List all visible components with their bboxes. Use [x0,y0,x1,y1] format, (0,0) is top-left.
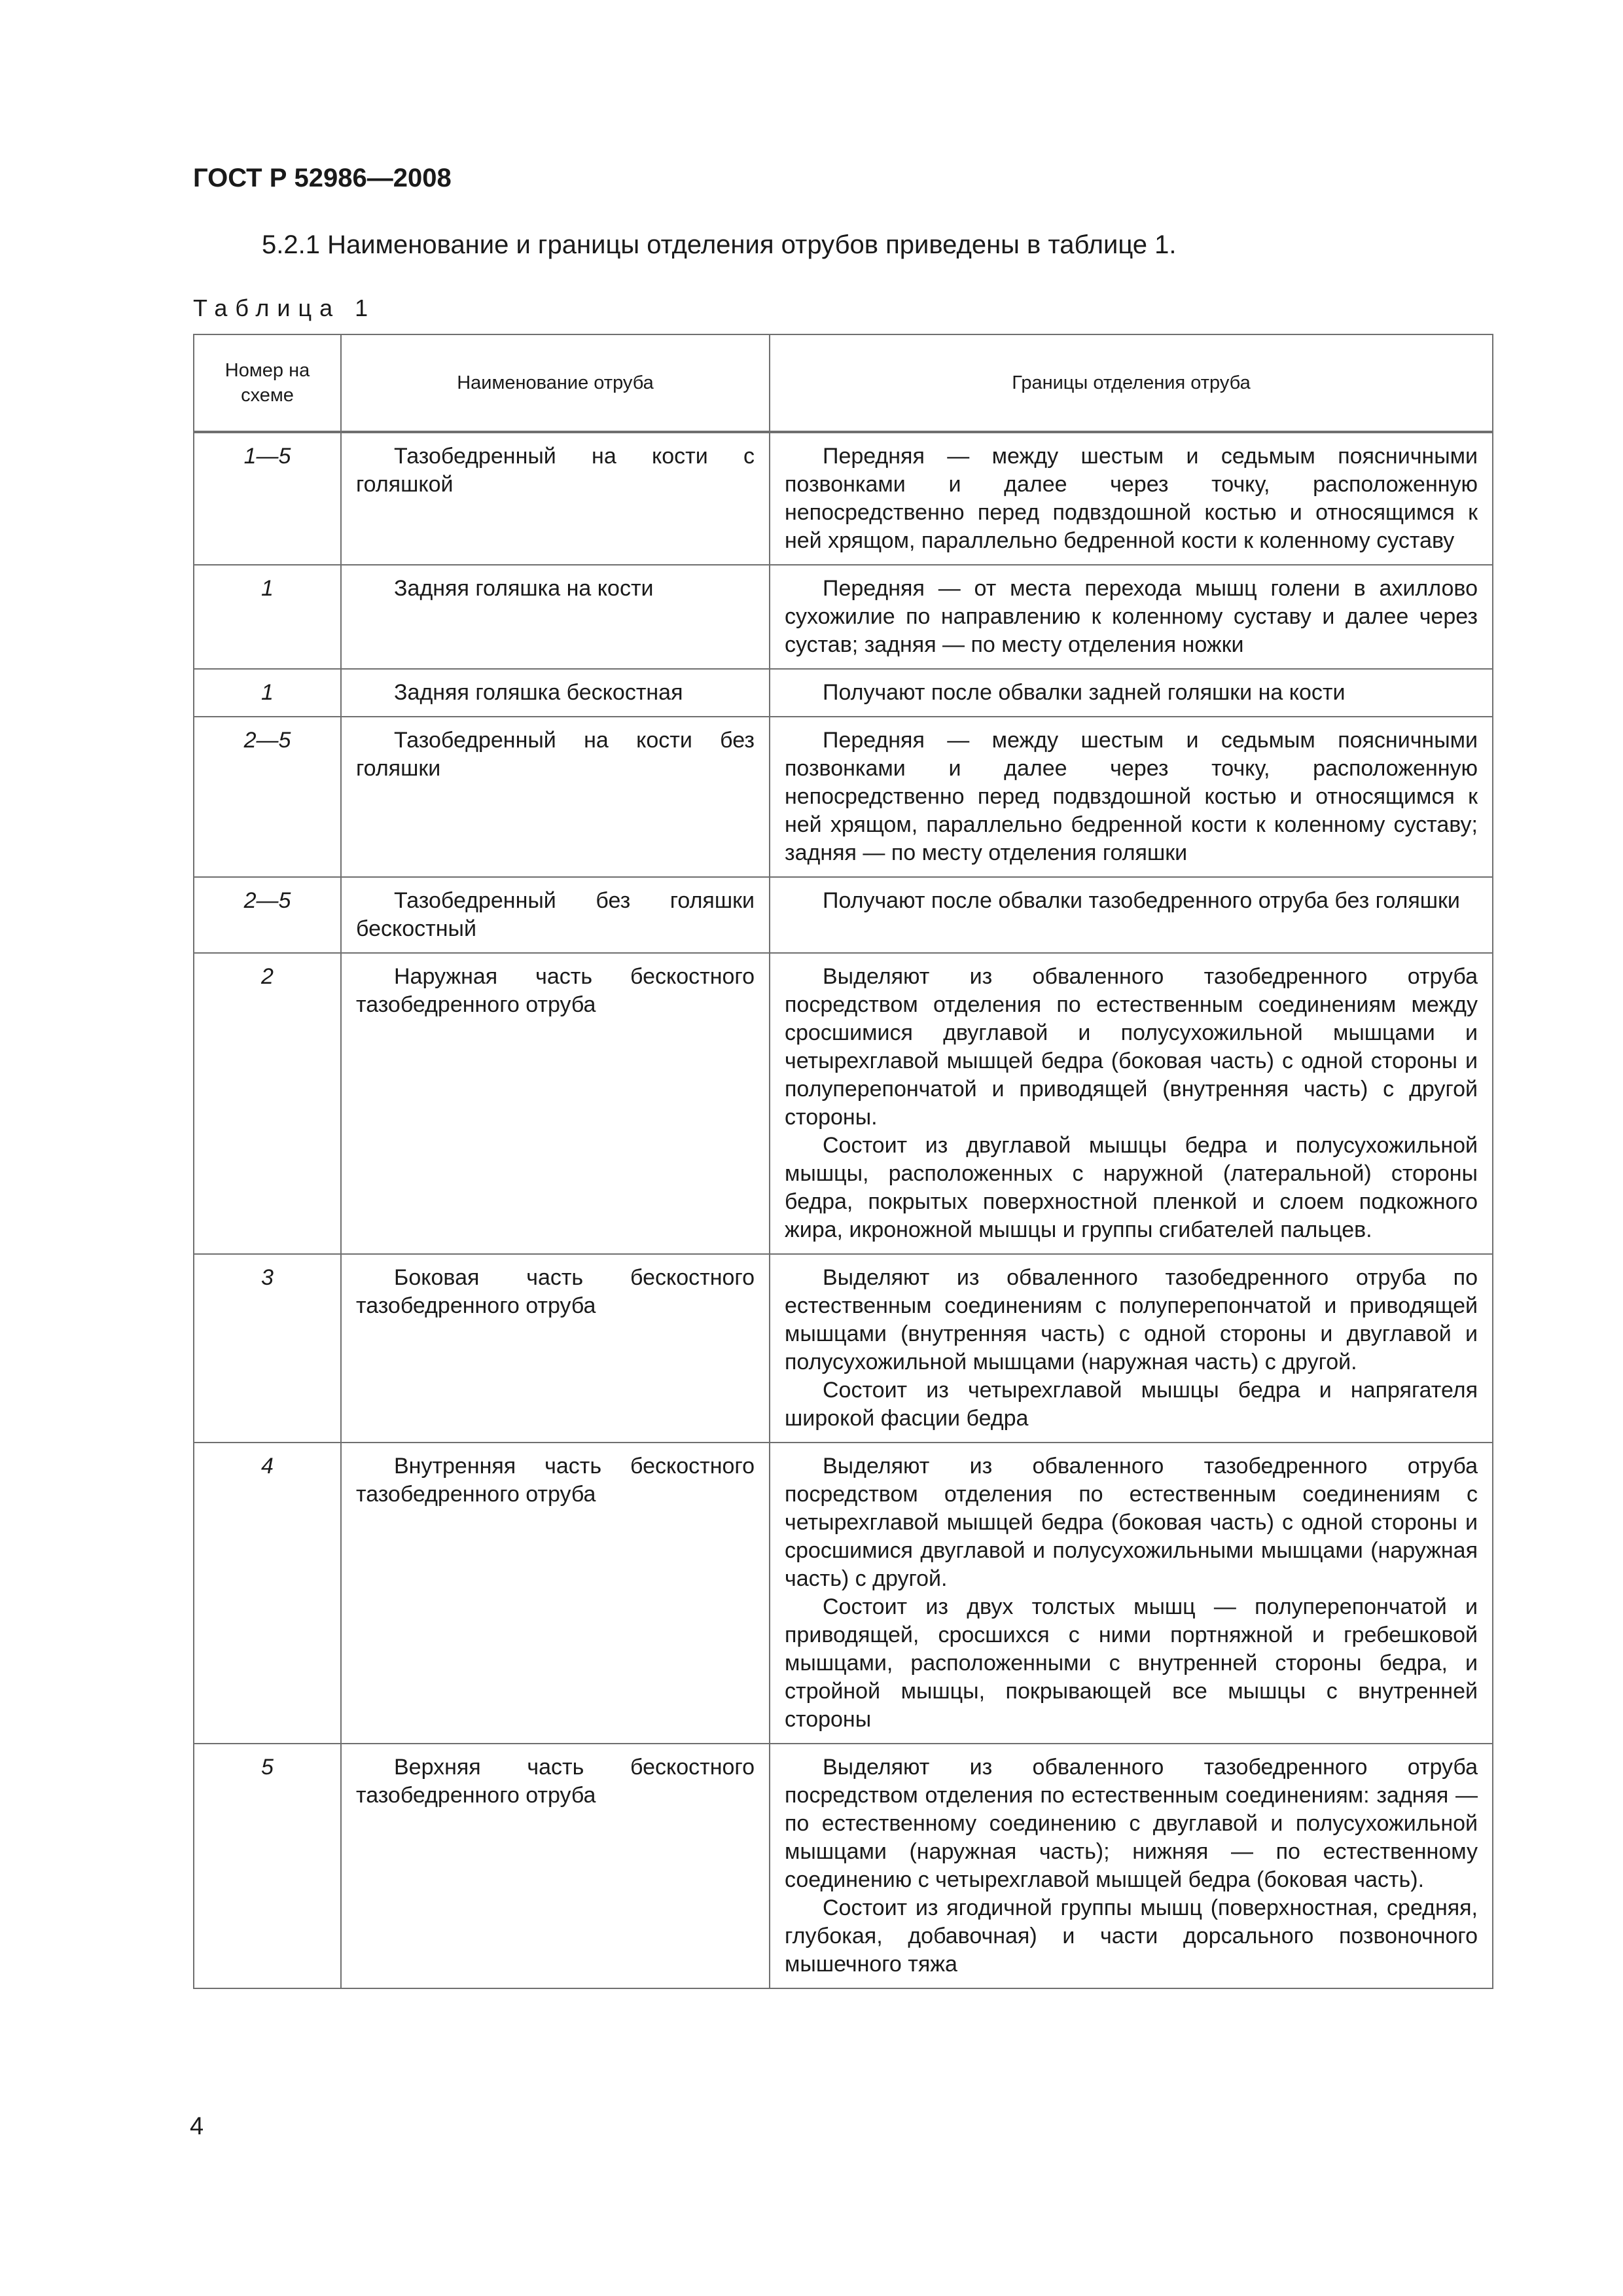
header-number: Номер на схеме [194,334,341,432]
cell-bounds [770,953,1493,1254]
table-row [194,877,1493,953]
table-row [194,717,1493,877]
cuts-table [193,334,1493,1989]
cell-number: 1—5 [194,432,341,565]
cell-number: 3 [194,1254,341,1443]
cell-bounds [770,432,1493,565]
bounds-paragraph: Передняя — между шестым и седьмым поясничными позвонками и далее через точку, расположенную непосредственно перед подвздошной костью и относящимся к ней хрящом, параллельно бедренной кости к коленному суставу; задняя — по месту отделения голяшки [785,728,1478,865]
bounds-paragraph: Выделяют из обваленного тазобедренного отруба посредством отделения по естественным соединениям: задняя — по естественному соединению с двуглавой и полусухожильной мышцами (наружная часть); нижняя — по естественному соединению с четырехглавой мышцей бедра (боковая часть). [785,1755,1478,1892]
cell-name: Внутренняя часть бескостного тазобедренного отруба [341,1443,770,1744]
bounds-paragraph: Получают после обвалки задней голяшки на кости [823,680,1346,705]
table-row [194,953,1493,1254]
cell-number: 2—5 [194,717,341,877]
bounds-paragraph: Передняя — от места перехода мышц голени в ахиллово сухожилие по направлению к коленному суставу и далее через сустав; задняя — по месту отделения ножки [785,576,1478,657]
document-code: ГОСТ Р 52986—2008 [193,164,452,192]
cell-bounds [770,669,1493,717]
cell-name: Наружная часть бескостного тазобедренного отруба [341,953,770,1254]
table-row [194,565,1493,669]
bounds-paragraph: Состоит из двух толстых мышц — полуперепончатой и приводящей, сросшихся с ними портняжной и гребешковой мышцами, расположенными с внутренней стороны бедра, и стройной мышцы, покрывающей все мышцы с внутренней стороны [785,1594,1478,1732]
table-row [194,1443,1493,1744]
cell-bounds [770,1744,1493,1988]
bounds-paragraph: Состоит из двуглавой мышцы бедра и полусухожильной мышцы, расположенных с наружной (латеральной) стороны бедра, покрытых поверхностной пленкой и слоем подкожного жира, икроножной мышцы и группы сгибателей пальцев. [785,1133,1478,1242]
table-caption: Таблица 1 [193,295,376,321]
cell-name: Боковая часть бескостного тазобедренного отруба [341,1254,770,1443]
cell-name: Тазобедренный без голяшки бескостный [341,877,770,953]
cell-bounds [770,565,1493,669]
cell-number: 4 [194,1443,341,1744]
bounds-paragraph: Состоит из четырехглавой мышцы бедра и напрягателя широкой фасции бедра [785,1378,1478,1431]
bounds-paragraph: Выделяют из обваленного тазобедренного отруба посредством отделения по естественным соединениям между сросшимися двуглавой и полусухожильной мышцами и четырехглавой мышцей бедра (боковая часть) с одной стороны и полуперепончатой и приводящей (внутренняя часть) с другой стороны. [785,964,1478,1130]
bounds-paragraph: Получают после обвалки тазобедренного отруба без голяшки [823,888,1460,913]
cell-bounds [770,877,1493,953]
intro-paragraph: 5.2.1 Наименование и границы отделения отрубов приведены в таблице 1. [262,230,1177,259]
cell-bounds [770,1254,1493,1443]
cell-name: Задняя голяшка на кости [341,565,770,669]
table-header-row [194,334,1493,432]
bounds-paragraph: Состоит из ягодичной группы мышц (поверхностная, средняя, глубокая, добавочная) и части дорсального позвоночного мышечного тяжа [785,1895,1478,1977]
cell-name: Тазобедренный на кости без голяшки [341,717,770,877]
cell-number: 2—5 [194,877,341,953]
header-name: Наименование отруба [341,334,770,432]
table-row [194,432,1493,565]
cell-name: Задняя голяшка бескостная [341,669,770,717]
cell-name: Верхняя часть бескостного тазобедренного отруба [341,1744,770,1988]
bounds-paragraph: Выделяют из обваленного тазобедренного отруба по естественным соединениям с полуперепончатой и приводящей мышцами (внутренняя часть) с одной стороны и двуглавой и полусухожильной мышцами (наружная часть) с другой. [785,1265,1478,1374]
cell-bounds [770,717,1493,877]
table-row [194,669,1493,717]
bounds-paragraph: Выделяют из обваленного тазобедренного отруба посредством отделения по естественным соединениям с четырехглавой мышцей бедра (боковая часть) с одной стороны и сросшимися двуглавой и полусухожильными мышцами (наружная часть) с другой. [785,1454,1478,1591]
cell-number: 1 [194,669,341,717]
table-row [194,1744,1493,1988]
header-bounds: Границы отделения отруба [770,334,1493,432]
cell-number: 2 [194,953,341,1254]
bounds-paragraph: Передняя — между шестым и седьмым поясничными позвонками и далее через точку, расположенную непосредственно перед подвздошной костью и относящимся к ней хрящом, параллельно бедренной кости к коленному суставу [785,444,1478,553]
cell-number: 5 [194,1744,341,1988]
page-number: 4 [190,2113,204,2140]
cell-name: Тазобедренный на кости с голяшкой [341,432,770,565]
table-row [194,1254,1493,1443]
cell-number: 1 [194,565,341,669]
cell-bounds [770,1443,1493,1744]
